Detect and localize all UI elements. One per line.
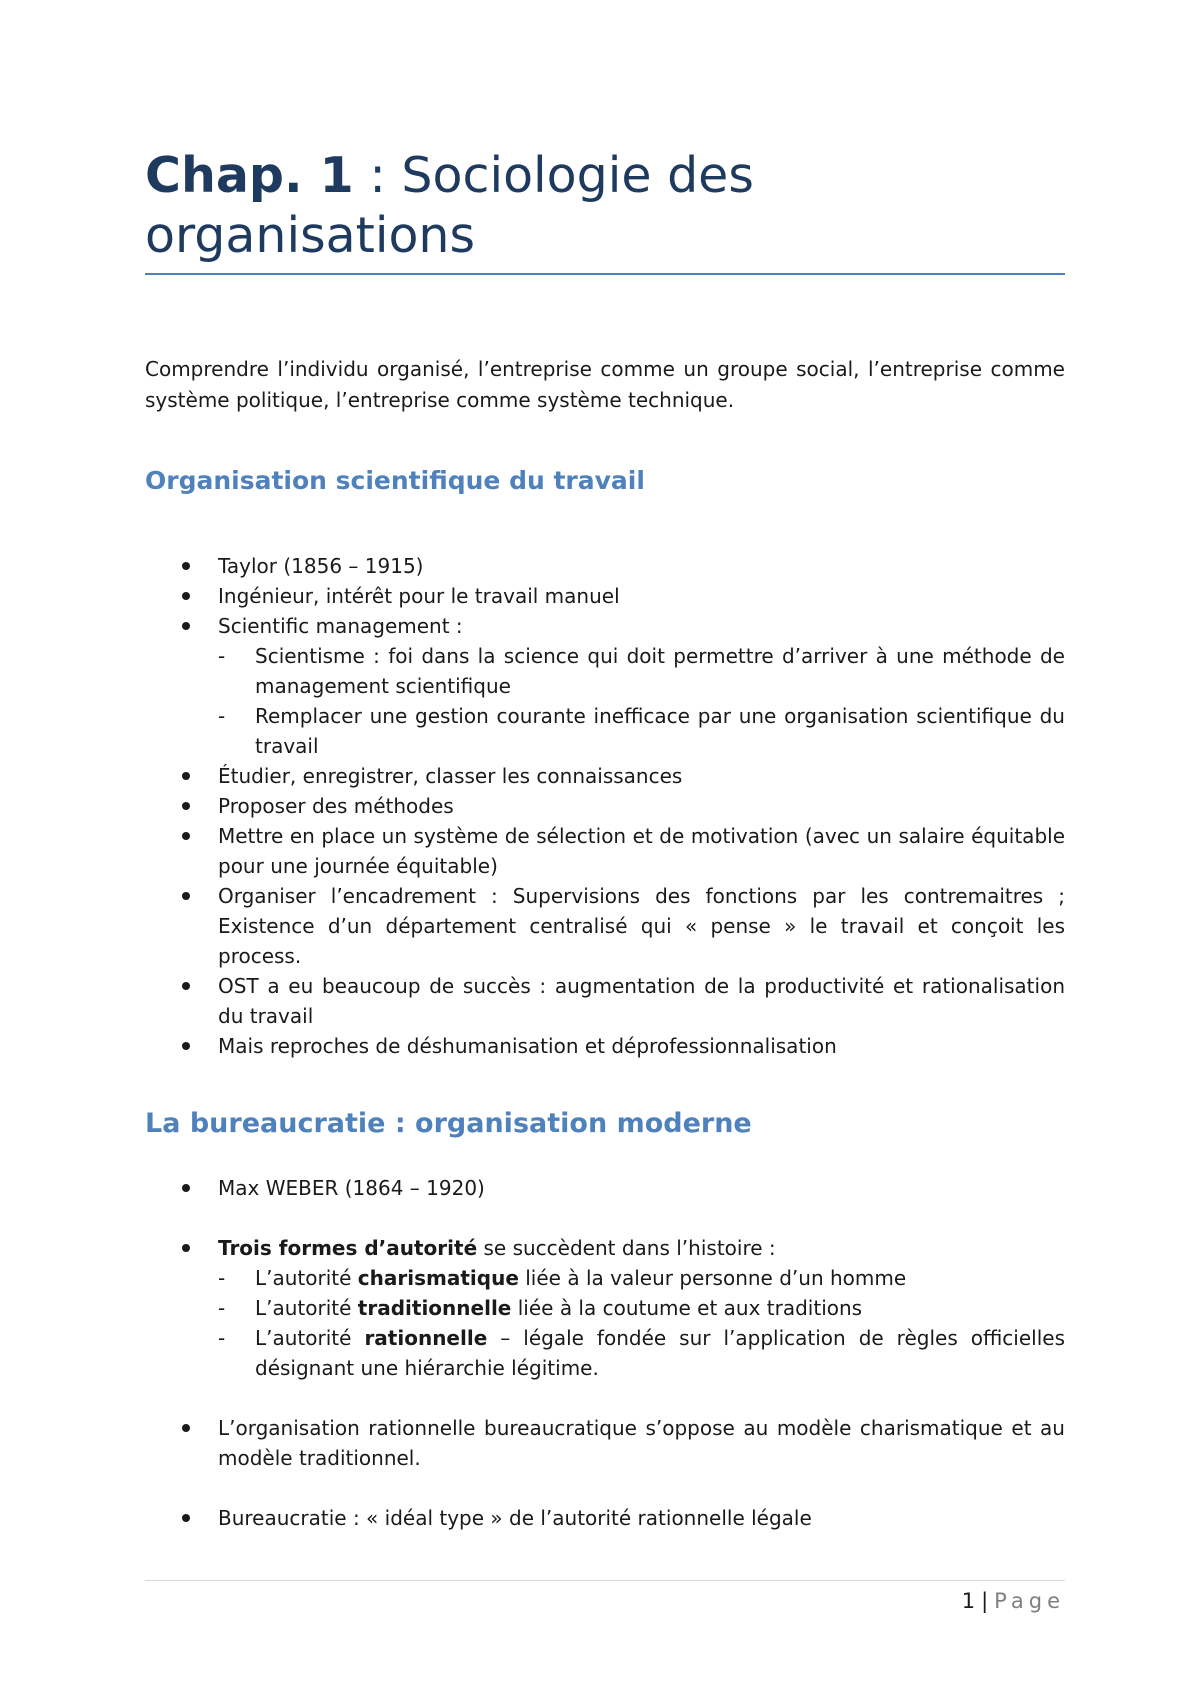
sub-list-item: - Scientisme : foi dans la science qui doit permettre d’arriver à une méthode de management scientifique [218,641,1065,701]
sub-list-item: - L’autorité rationnelle – légale fondée sur l’application de règles officielles désignant une hiérarchie légitime. [218,1323,1065,1383]
bullet-icon [182,592,190,600]
sub-list-item: - L’autorité traditionnelle liée à la coutume et aux traditions [218,1293,1065,1323]
bullet-icon [182,1514,190,1522]
title-underline [145,273,1065,275]
bureaucratie-bullet-list [145,1173,1065,1533]
dash-icon: - [218,1326,226,1350]
dash-icon: - [218,1266,226,1290]
list-item: Bureaucratie : « idéal type » de l’autorité rationnelle légale [145,1503,1065,1533]
dash-icon: - [218,704,226,728]
sub-list [218,1263,1065,1383]
dash-icon: - [218,644,226,668]
list-item: Scientific management : - Scientisme : foi dans la science qui doit permettre d’arriver à une méthode de management scientifique - Remplacer une gestion courante inefficace par une organisation scientifique du travail [145,611,1065,761]
list-item: Mais reproches de déshumanisation et déprofessionnalisation [145,1031,1065,1061]
section-heading-bureaucratie: La bureaucratie : organisation moderne [145,1108,752,1139]
list-item: Max WEBER (1864 – 1920) [145,1173,1065,1203]
dash-icon: - [218,1296,226,1320]
section-heading-ost: Organisation scientifique du travail [145,466,645,495]
bullet-icon [182,1042,190,1050]
page-label: Page [994,1589,1065,1613]
ost-bullet-list [145,551,1065,1061]
title-text: : Sociologie des organisations [145,147,754,264]
list-item: Trois formes d’autorité se succèdent dans l’histoire : - L’autorité charismatique liée à la valeur personne d’un homme - L’autorité traditionnelle liée à la coutume et aux traditions - L’autorité rationnelle – légale fondée sur l’application de règles officielles désignant une hiérarchie légitime. [145,1233,1065,1383]
bullet-icon [182,892,190,900]
page-title [145,146,1065,266]
list-item: OST a eu beaucoup de succès : augmentation de la productivité et rationalisation du travail [145,971,1065,1031]
title-chapter: Chap. 1 [145,147,354,204]
sub-list-item: - L’autorité charismatique liée à la valeur personne d’un homme [218,1263,1065,1293]
bullet-icon [182,772,190,780]
footer-divider [145,1580,1065,1581]
intro-paragraph: Comprendre l’individu organisé, l’entreprise comme un groupe social, l’entreprise comme système politique, l’entreprise comme système technique. [145,357,1065,412]
list-item: L’organisation rationnelle bureaucratique s’oppose au modèle charismatique et au modèle traditionnel. [145,1413,1065,1473]
list-item: Mettre en place un système de sélection et de motivation (avec un salaire équitable pour une journée équitable) [145,821,1065,881]
bullet-icon [182,622,190,630]
bullet-icon [182,982,190,990]
bullet-icon [182,1424,190,1432]
list-item: Ingénieur, intérêt pour le travail manuel [145,581,1065,611]
bullet-icon [182,1244,190,1252]
bullet-icon [182,802,190,810]
footer-separator: | [981,1589,989,1613]
page-footer [962,1589,1065,1613]
list-item: Taylor (1856 – 1915) [145,551,1065,581]
sub-list [218,641,1065,761]
bullet-icon [182,562,190,570]
list-item: Étudier, enregistrer, classer les connaissances [145,761,1065,791]
bullet-icon [182,832,190,840]
bullet-icon [182,1184,190,1192]
list-item: Organiser l’encadrement : Supervisions des fonctions par les contremaitres ; Existence d’un département centralisé qui « pense » le travail et conçoit les process. [145,881,1065,971]
page-number: 1 [961,1589,976,1613]
list-item: Proposer des méthodes [145,791,1065,821]
sub-list-item: - Remplacer une gestion courante inefficace par une organisation scientifique du travail [218,701,1065,761]
